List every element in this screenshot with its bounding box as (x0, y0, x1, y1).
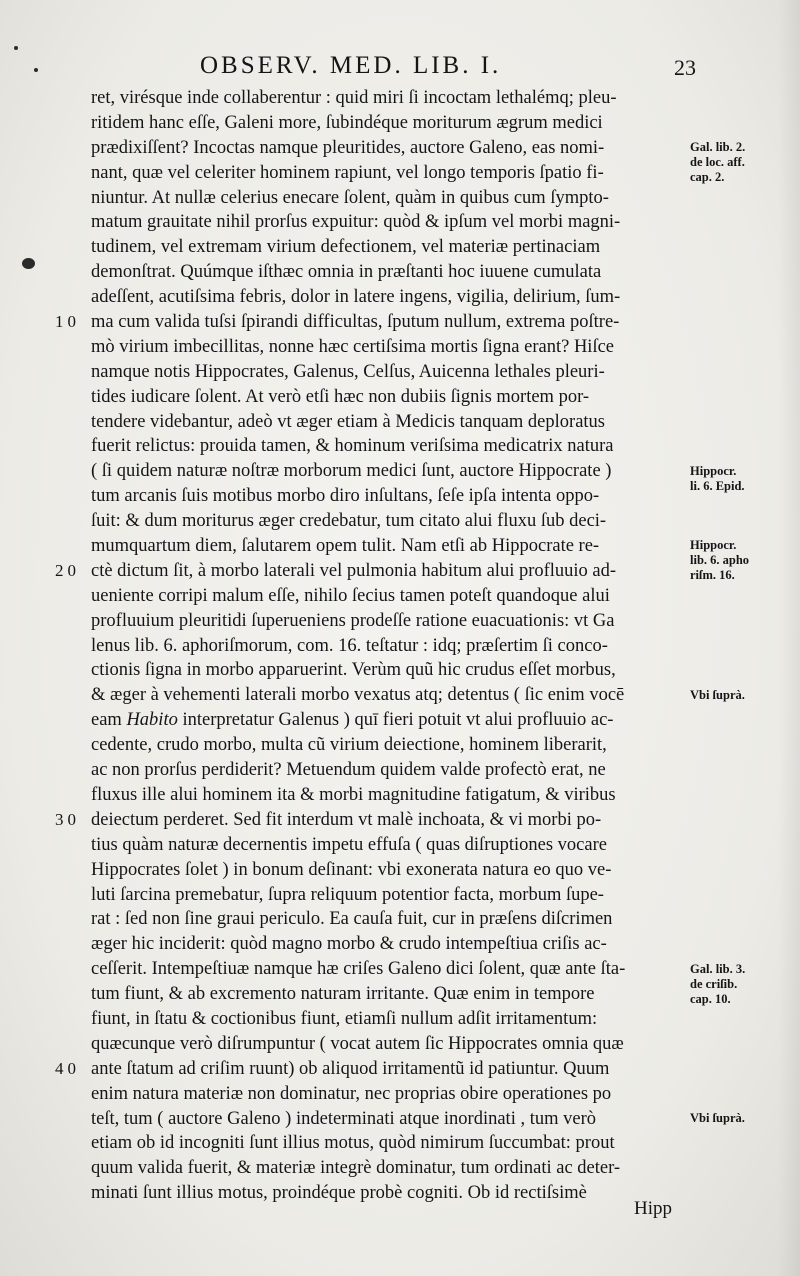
margin-note: Gal. lib. 2. de loc. aff. cap. 2. (690, 139, 746, 184)
line-number: 10 (55, 312, 80, 332)
text-line (55, 808, 691, 833)
line-text: fiunt, in ſtatu & coctionibus fiunt, etiamſi nullum adſit irritamentum: (91, 1008, 598, 1029)
catchword: Hipp (634, 1198, 672, 1219)
text-line (91, 210, 691, 235)
text-line (91, 260, 691, 285)
text-line (91, 1032, 691, 1057)
line-text: ( ſi quidem naturæ noſtræ morborum medici ſunt, auctore Hippocrate ) (91, 461, 612, 482)
line-number: 30 (55, 809, 80, 829)
text-line (91, 434, 691, 459)
ink-speck (22, 258, 35, 269)
line-text: ctè dictum ſit, à morbo laterali vel pulmonia habitum alui profluuio ad- (91, 560, 617, 581)
line-text: etiam ob id incogniti ſunt illius motus, quòd nimirum ſuccumbat: prout (91, 1133, 615, 1154)
text-line (91, 1007, 691, 1032)
line-text: quæcunque verò diſrumpuntur ( vocat autem ſic Hippocrates omnia quæ (91, 1033, 624, 1054)
text-line (91, 658, 691, 683)
line-text: tendere videbantur, adeò vt æger etiam à Medicis tanquam deploratus (91, 411, 605, 432)
margin-note: Vbi ſuprà. (690, 687, 745, 702)
text-line (91, 161, 691, 186)
text-line (91, 783, 691, 808)
line-text: nant, quæ vel celeriter hominem rapiunt, vel longo temporis ſpatio fi- (91, 162, 604, 183)
line-text: tius quàm naturæ decernentis impetu effuſa ( quas diſruptiones vocare (91, 834, 607, 855)
page-number: 23 (674, 55, 696, 80)
line-text: matum grauitate nihil prorſus expuitur: quòd & ipſum vel morbi magni- (91, 212, 621, 233)
line-text: ac non prorſus perdiderit? Metuendum quidem valde profectò erat, ne (91, 760, 606, 781)
text-line (91, 1131, 691, 1156)
text-line (91, 833, 691, 858)
text-line (91, 932, 691, 957)
text-line (91, 186, 691, 211)
line-text: deiectum perderet. Sed fit interdum vt malè inchoata, & vi morbi po- (91, 809, 602, 830)
text-line (91, 509, 691, 534)
line-text: cedente, crudo morbo, multa cũ virium deiectione, hominem liberarit, (91, 735, 607, 756)
text-line (91, 111, 691, 136)
text-line (91, 758, 691, 783)
line-text: eam Habito interpretatur Galenus ) quī fieri potuit vt alui profluuio ac- (91, 710, 614, 731)
text-line (91, 858, 691, 883)
line-text: lenus lib. 6. aphoriſmorum, com. 16. teſtatur : idq; præſertim ſi conco- (91, 635, 608, 656)
text-line (91, 733, 691, 758)
line-text: ritidem hanc eſſe, Galeni more, ſubindéque moriturum ægrum medici (91, 112, 603, 133)
text-line (91, 136, 691, 161)
text-line (91, 459, 691, 484)
line-text: tudinem, vel extremam virium defectionem, vel materiæ pertinaciam (91, 237, 601, 258)
line-text: ſuit: & dum moriturus æger credebatur, tum citato alui fluxu ſub deci- (91, 511, 607, 532)
text-line (91, 385, 691, 410)
line-text: profluuium pleuritidi ſuperueniens prodeſſe ratione euacuationis: vt Ga (91, 610, 615, 631)
text-line (91, 335, 691, 360)
line-text: fuerit relictus: prouida tamen, & hominum veriſsima medicatrix natura (91, 436, 614, 457)
line-text: ceſſerit. Intempeſtiuæ namque hæ criſes Galeno dici ſolent, quæ ante ſta- (91, 959, 626, 980)
text-line (91, 609, 691, 634)
text-line (91, 1107, 691, 1132)
text-line (55, 1057, 691, 1082)
page-edge-shadow (778, 0, 800, 1276)
text-line (91, 708, 691, 733)
line-text: tum fiunt, & ab excremento naturam irritante. Quæ enim in tempore (91, 984, 595, 1005)
text-line (91, 484, 691, 509)
text-line (91, 584, 691, 609)
line-text: mò virium imbecillitas, nonne hæc certiſsima mortis ſigna erant? Hiſce (91, 336, 615, 357)
text-line (91, 285, 691, 310)
text-line (55, 310, 691, 335)
text-line (91, 634, 691, 659)
line-text: æger hic inciderit: quòd magno morbo & crudo intempeſtiua criſis ac- (91, 934, 607, 955)
line-text: ma cum valida tuſsi ſpirandi difficultas, ſputum nullum, extrema poſtre- (91, 312, 620, 333)
line-text: Hippocrates ſolet ) in bonum deſinant: vbi exonerata natura eo quo ve- (91, 859, 612, 880)
line-text: rat : ſed non ſine graui periculo. Ea cauſa fuit, cur in præſens diſcrimen (91, 909, 613, 930)
text-line (91, 982, 691, 1007)
text-line (91, 683, 691, 708)
line-text: mumquartum diem, ſalutarem opem tulit. Nam etſi ab Hippocrate re- (91, 536, 600, 557)
line-text: ueniente corripi malum eſſe, nihilo ſecius tamen poteſt quandoque alui (91, 585, 610, 606)
margin-note: Gal. lib. 3. de criſib. cap. 10. (690, 961, 746, 1006)
line-text: fluxus ille alui hominem ita & morbi magnitudine fatigatum, & viribus (91, 784, 616, 805)
margin-note: Hippocr. lib. 6. apho riſm. 16. (690, 538, 750, 583)
line-number: 20 (55, 560, 80, 580)
line-text: niuntur. At nullæ celerius enecare ſolent, quàm in quibus cum ſympto- (91, 187, 609, 208)
text-line (91, 1156, 691, 1181)
text-line (91, 1181, 691, 1206)
line-text: namque notis Hippocrates, Galenus, Celſus, Auicenna lethales pleuri- (91, 361, 605, 382)
line-text: ante ſtatum ad criſim ruunt) ob aliquod irritamentũ id patiuntur. Quum (91, 1058, 610, 1079)
text-line (91, 883, 691, 908)
text-line (91, 360, 691, 385)
line-text: tides iudicare ſolent. At verò etſi hæc non dubiis ſignis mortem por- (91, 386, 590, 407)
line-number: 40 (55, 1058, 80, 1078)
line-text: ctionis ſigna in morbo apparuerint. Verùm quũ hic crudus eſſet morbus, (91, 660, 616, 681)
line-text: prædixiſſent? Incoctas namque pleuritides, auctore Galeno, eas nomi- (91, 137, 605, 158)
line-text: & æger à vehementi laterali morbo vexatus atq; detentus ( ſic enim vocē (91, 685, 625, 706)
line-text: ret, virésque inde collaberentur : quid miri ſi incoctam lethalémq; pleu- (91, 88, 617, 108)
text-line (55, 559, 691, 584)
line-text: minati ſunt illius motus, proindéque probè cogniti. Ob id rectiſsimè (91, 1183, 587, 1204)
line-text: tum arcanis ſuis motibus morbo diro inſultans, ſeſe ipſa intenta oppo- (91, 486, 600, 507)
line-text: teſt, tum ( auctore Galeno ) indeterminati atque inordinati , tum verò (91, 1108, 596, 1129)
line-text: adeſſent, acutiſsima febris, dolor in latere ingens, vigilia, delirium, ſum- (91, 287, 621, 308)
text-line (91, 86, 691, 111)
line-text: luti ſarcina premebatur, ſupra reliquum potentior facta, morbum ſupe- (91, 884, 604, 905)
text-line (91, 957, 691, 982)
line-text: demonſtrat. Quúmque iſthæc omnia in præſtanti hoc iuuene cumulata (91, 262, 602, 283)
line-text: quum valida fuerit, & materiæ integrè dominatur, tum ordinati ac deter- (91, 1158, 621, 1179)
ink-speck (34, 68, 38, 72)
text-body (55, 86, 691, 1206)
text-line (91, 410, 691, 435)
line-text: enim natura materiæ non dominatur, nec proprias obire operationes po (91, 1083, 612, 1104)
text-line (91, 907, 691, 932)
margin-note: Vbi ſuprà. (690, 1110, 745, 1125)
running-title: OBSERV. MED. LIB. I. (200, 52, 502, 79)
text-line (91, 235, 691, 260)
text-line (91, 534, 691, 559)
text-line (91, 1082, 691, 1107)
ink-speck (14, 46, 18, 50)
margin-note: Hippocr. li. 6. Epid. (690, 463, 745, 493)
